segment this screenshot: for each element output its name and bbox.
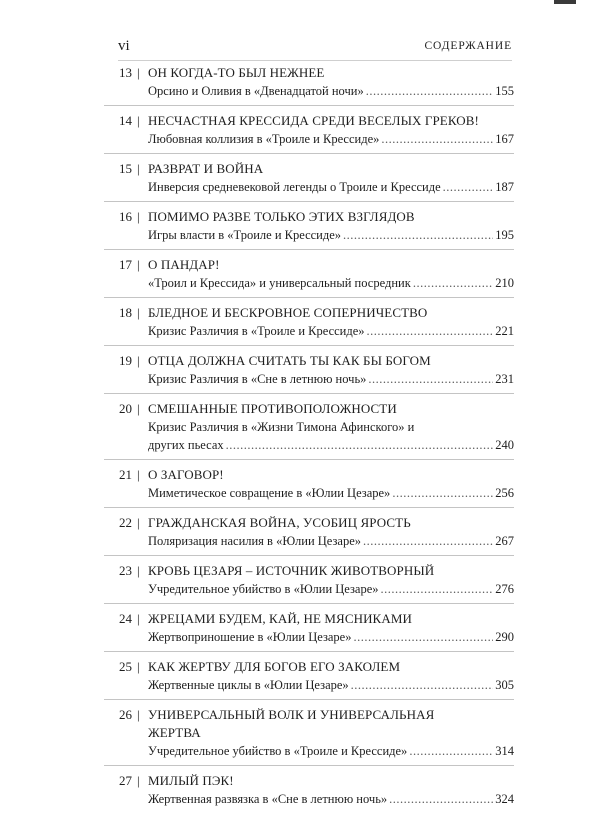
chapter-title: КАК ЖЕРТВУ ДЛЯ БОГОВ ЕГО ЗАКОЛЕМ [148,659,401,674]
chapter-separator: | [137,209,140,224]
chapter-separator: | [137,257,140,272]
chapter-number: 17 [119,257,132,272]
dot-leader [443,178,494,196]
page-reference: 256 [495,486,514,500]
page-reference: 305 [495,678,514,692]
page-reference: 167 [495,132,514,146]
subtitle-line [148,436,514,454]
toc-entry[interactable] [104,610,514,652]
chapter-subtitle: Любовная коллизия в «Троиле и Крессиде» [148,132,380,146]
top-edge-mark [554,0,576,4]
chapter-title: НЕСЧАСТНАЯ КРЕССИДА СРЕДИ ВЕСЕЛЫХ ГРЕКОВ! [148,113,479,128]
chapter-title-continued: ЖЕРТВА [148,725,201,740]
page-reference: 221 [495,324,514,338]
dot-leader [367,322,494,340]
chapter-number: 19 [119,353,132,368]
chapter-title: УНИВЕРСАЛЬНЫЙ ВОЛК И УНИВЕРСАЛЬНАЯ [148,707,435,722]
chapter-number: 26 [119,707,132,722]
chapter-subtitle: Поляризация насилия в «Юлии Цезаре» [148,534,362,548]
page-reference: 314 [495,744,514,758]
chapter-number: 21 [119,467,132,482]
chapter-number: 27 [119,773,132,788]
dot-leader [381,130,493,148]
dot-leader [381,580,494,598]
dot-leader [366,82,494,100]
chapter-number: 25 [119,659,132,674]
subtitle-line [148,532,514,550]
chapter-separator: | [137,515,140,530]
chapter-separator: | [137,113,140,128]
chapter-title: О ПАНДАР! [148,257,220,272]
table-of-contents [104,64,514,819]
toc-entry[interactable] [104,256,514,298]
toc-entry[interactable] [104,658,514,700]
chapter-number: 18 [119,305,132,320]
subtitle-line [148,82,514,100]
page-reference: 155 [495,84,514,98]
page-reference: 267 [495,534,514,548]
chapter-number: 23 [119,563,132,578]
chapter-subtitle: Игры власти в «Троиле и Крессиде» [148,228,342,242]
chapter-title: РАЗВРАТ И ВОЙНА [148,161,264,176]
page-header [118,36,512,61]
dot-leader [389,790,493,808]
subtitle-line [148,742,514,760]
chapter-subtitle: Кризис Различия в «Троиле и Крессиде» [148,324,365,338]
subtitle-line [148,676,514,694]
toc-entry[interactable] [104,706,514,766]
chapter-subtitle-continued: других пьесах [148,438,224,452]
chapter-separator: | [137,467,140,482]
page-number: vi [118,38,130,54]
subtitle-line [148,322,514,340]
toc-entry[interactable] [104,466,514,508]
toc-entry[interactable] [104,64,514,106]
chapter-separator: | [137,707,140,722]
chapter-separator: | [137,161,140,176]
dot-leader [354,628,494,646]
subtitle-line [148,226,514,244]
chapter-title: ЖРЕЦАМИ БУДЕМ, КАЙ, НЕ МЯСНИКАМИ [148,611,412,626]
page-reference: 195 [495,228,514,242]
toc-entry[interactable] [104,304,514,346]
chapter-subtitle: Жертвенная развязка в «Сне в летнюю ночь» [148,792,388,806]
chapter-subtitle: Орсино и Оливия в «Двенадцатой ночи» [148,84,364,98]
chapter-separator: | [137,659,140,674]
chapter-number: 24 [119,611,132,626]
dot-leader [343,226,493,244]
chapter-number: 20 [119,401,132,416]
toc-entry[interactable] [104,160,514,202]
chapter-subtitle: Жертвенные циклы в «Юлии Цезаре» [148,678,349,692]
page-reference: 210 [495,276,514,290]
subtitle-line [148,130,514,148]
subtitle-line [148,274,514,292]
chapter-number: 16 [119,209,132,224]
chapter-subtitle: Учредительное убийство в «Троиле и Крессиде» [148,744,408,758]
page-reference: 240 [495,438,514,452]
chapter-title: О ЗАГОВОР! [148,467,224,482]
chapter-subtitle: Инверсия средневековой легенды о Троиле и Крессиде [148,180,441,194]
page-reference: 290 [495,630,514,644]
toc-entry[interactable] [104,352,514,394]
dot-leader [409,742,493,760]
toc-entry[interactable] [104,514,514,556]
chapter-subtitle: «Троил и Крессида» и универсальный посредник [148,276,411,290]
chapter-separator: | [137,353,140,368]
chapter-separator: | [137,401,140,416]
chapter-subtitle: Миметическое совращение в «Юлии Цезаре» [148,486,391,500]
chapter-separator: | [137,305,140,320]
chapter-title: ПОМИМО РАЗВЕ ТОЛЬКО ЭТИХ ВЗГЛЯДОВ [148,209,415,224]
chapter-title: ОТЦА ДОЛЖНА СЧИТАТЬ ТЫ КАК БЫ БОГОМ [148,353,431,368]
running-title: СОДЕРЖАНИЕ [424,40,512,52]
chapter-subtitle: Кризис Различия в «Сне в летнюю ночь» [148,372,367,386]
subtitle-line [148,370,514,388]
toc-entry[interactable] [104,112,514,154]
chapter-subtitle: Учредительное убийство в «Юлии Цезаре» [148,582,379,596]
toc-entry[interactable] [104,208,514,250]
dot-leader [226,436,494,454]
subtitle-line [148,628,514,646]
chapter-number: 22 [119,515,132,530]
chapter-title: КРОВЬ ЦЕЗАРЯ – ИСТОЧНИК ЖИВОТВОРНЫЙ [148,563,435,578]
dot-leader [392,484,493,502]
toc-entry[interactable] [104,562,514,604]
page-reference: 187 [495,180,514,194]
chapter-subtitle: Жертвоприношение в «Юлии Цезаре» [148,630,352,644]
dot-leader [413,274,493,292]
chapter-separator: | [137,563,140,578]
page-reference: 231 [495,372,514,386]
subtitle-line [148,790,514,808]
chapter-number: 15 [119,161,132,176]
dot-leader [363,532,493,550]
chapter-separator: | [137,773,140,788]
subtitle-line [148,178,514,196]
page-reference: 324 [495,792,514,806]
page-reference: 276 [495,582,514,596]
chapter-title: СМЕШАННЫЕ ПРОТИВОПОЛОЖНОСТИ [148,401,397,416]
subtitle-line [148,484,514,502]
chapter-subtitle: Кризис Различия в «Жизни Тимона Афинского» и [148,420,415,434]
chapter-number: 13 [119,65,132,80]
chapter-title: МИЛЫЙ ПЭК! [148,773,234,788]
toc-entry[interactable] [104,400,514,460]
dot-leader [368,370,493,388]
chapter-title: ГРАЖДАНСКАЯ ВОЙНА, УСОБИЦ ЯРОСТЬ [148,515,411,530]
chapter-title: БЛЕДНОЕ И БЕСКРОВНОЕ СОПЕРНИЧЕСТВО [148,305,428,320]
subtitle-line [148,580,514,598]
chapter-separator: | [137,65,140,80]
dot-leader [351,676,494,694]
chapter-title: ОН КОГДА-ТО БЫЛ НЕЖНЕЕ [148,65,325,80]
chapter-separator: | [137,611,140,626]
toc-entry[interactable] [104,772,514,813]
chapter-number: 14 [119,113,132,128]
